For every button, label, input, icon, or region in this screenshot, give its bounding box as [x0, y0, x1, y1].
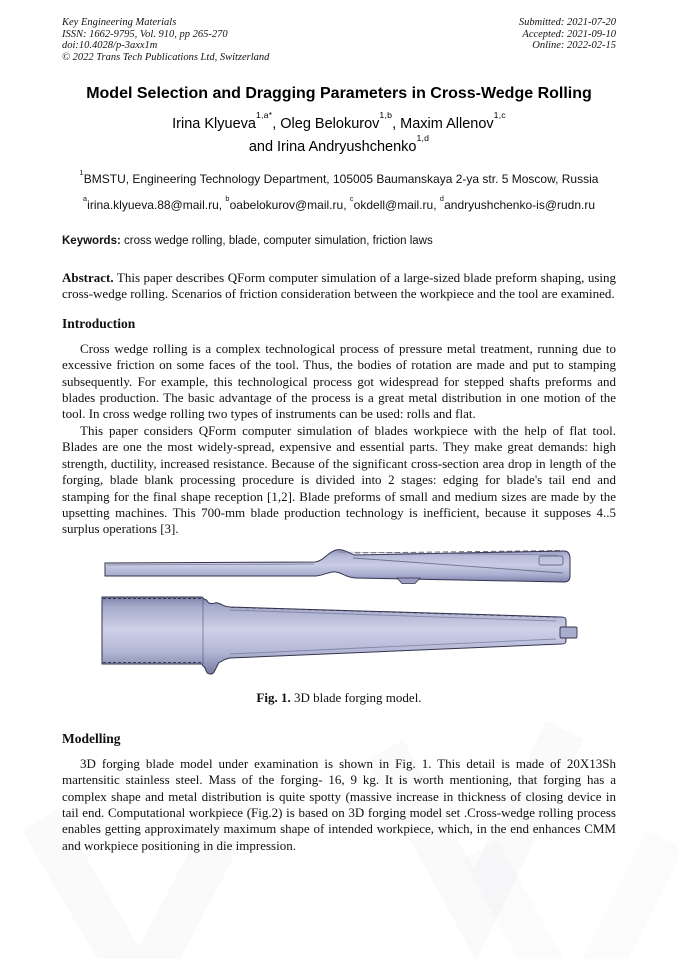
accepted-date: Accepted: 2021-09-10	[522, 28, 616, 40]
introduction-paragraph-1: Cross wedge rolling is a complex technological process of pressure metal treatment, running due to excessive friction on some faces of the tool. Thus, the bodies of rotation are made and put to stamping subsequently. For example, this technological process got widespread for stepped shafts preforms and blades production. The basic advantage of the process is a great metal distribution in one motion of the tool. In cross wedge rolling two types of instruments can be used: rolls and flat.	[62, 340, 616, 422]
journal-info	[62, 17, 269, 63]
email-address: irina.klyueva.88@mail.ru	[87, 198, 219, 213]
keywords-label: Keywords:	[62, 235, 121, 248]
paper-title: Model Selection and Dragging Parameters in Cross-Wedge Rolling	[86, 85, 592, 103]
email-separator: ,	[218, 198, 226, 213]
figure-1-caption-text: 3D blade forging model.	[290, 689, 422, 705]
author-emails	[62, 194, 616, 213]
submitted-date: Submitted: 2021-07-20	[518, 17, 616, 28]
section-heading-modelling: Modelling	[62, 730, 121, 746]
email-address: oabelokurov@mail.ru	[229, 198, 344, 213]
email-marker: b	[225, 193, 230, 203]
email-marker: c	[349, 193, 354, 203]
figure-1-caption	[62, 690, 616, 706]
journal-issn-volume: ISSN: 1662-9795, Vol. 910, pp 265-270	[62, 28, 228, 40]
section-heading-introduction: Introduction	[62, 315, 136, 331]
affiliation-text: BMSTU, Engineering Technology Department, 105005 Baumanskaya 2-ya str. 5 Moscow, Russia	[83, 172, 599, 187]
figure-1-caption-label: Fig. 1.	[256, 689, 291, 705]
email-marker: d	[439, 193, 445, 203]
blade-top-view-image	[100, 594, 578, 679]
keywords-line	[62, 234, 616, 248]
email-separator: ,	[433, 198, 440, 213]
journal-name: Key Engineering Materials	[62, 17, 177, 28]
abstract-label: Abstract.	[62, 270, 114, 286]
author-affiliation-marker: 1,c	[493, 110, 506, 121]
affiliation-marker: 1	[79, 167, 84, 177]
author-affiliation-marker: 1,a*	[255, 110, 273, 121]
introduction-paragraph-2: This paper considers QForm computer simulation of blades workpiece with the help of flat tool. Blades are one the most widely-spread, expensive and essential parts. They make great demands: high strength, ductility, increased resistance. Because of the significant cross-section area drop in length of the forging, blade blank processing procedure is divided into 2 stages: edging for blade's tail end and stamping for the final shape reception [1,2]. Blade preforms of small and medium sizes are made by the upsetting machines. This 700-mm blade production technology is inefficient, because it supposes 4..5 surplus operations [3].	[62, 422, 616, 537]
author-name: Irina Klyueva	[172, 116, 256, 133]
figure-1	[62, 546, 616, 706]
email-marker: a	[82, 193, 88, 203]
author-affiliation-marker: 1,d	[416, 133, 430, 144]
modelling-paragraph-1: 3D forging blade model under examination is shown in Fig. 1. This detail is made of 20X13Sh martensitic stainless steel. Mass of the forging- 16, 9 kg. It is worth mentioning, that forging has a complex shape and metal distribution is quite spotty (massive increase in thickness of closing device in tail end. Computational workpiece (Fig.2) is based on 3D forging model set .Cross-wedge rolling process enables getting approximately maximum shape of intended workpiece, which, in the end enhances CMM and workpiece positioning in die impression.	[62, 755, 616, 853]
author-line-1	[62, 110, 616, 133]
journal-doi: doi:10.4028/p-3axx1m	[62, 40, 158, 52]
submission-dates	[519, 17, 616, 52]
email-address: okdell@mail.ru	[353, 198, 434, 213]
email-address: andryushchenko-is@rudn.ru	[444, 198, 596, 213]
publication-header	[62, 17, 616, 63]
author-name: and Irina Andryushchenko	[248, 139, 417, 156]
author-line-2	[62, 133, 616, 156]
keywords-text: cross wedge rolling, blade, computer simulation, friction laws	[120, 235, 433, 248]
affiliation-line	[62, 168, 616, 187]
online-date: Online: 2022-02-15	[532, 40, 616, 52]
abstract	[62, 270, 616, 303]
author-name: , Oleg Belokurov	[272, 116, 380, 133]
author-affiliation-marker: 1,b	[379, 110, 393, 121]
journal-copyright: © 2022 Trans Tech Publications Ltd, Switzerland	[62, 51, 270, 63]
author-name: , Maxim Allenov	[392, 116, 494, 133]
abstract-text: This paper describes QForm computer simulation of a large-sized blade preform shaping, using cross-wedge rolling. Scenarios of friction consideration between the workpiece and the tool are examined.	[62, 270, 616, 302]
blade-side-view-image	[103, 546, 575, 594]
email-separator: ,	[343, 198, 350, 213]
